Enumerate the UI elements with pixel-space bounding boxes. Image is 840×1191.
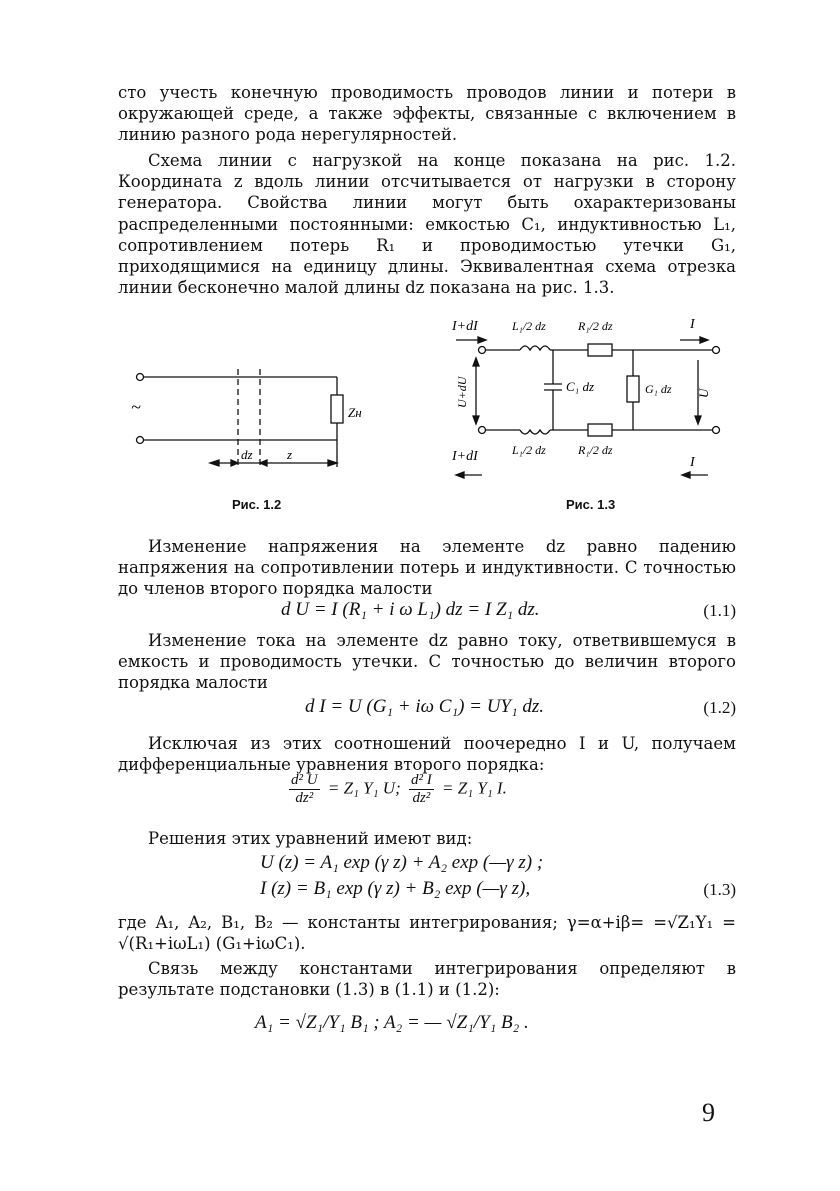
fig13-bot-right-current: I xyxy=(690,455,695,470)
paragraph-5: Исключая из этих соотношений поочередно I и U, получаем дифференциальные уравнения второго порядка: xyxy=(118,734,736,775)
paragraph-1: сто учесть конечную проводимость проводов линии и потери в окружающей среде, а также эффекты, связанные с включением в линию разного рода нерегулярностей. xyxy=(118,83,736,145)
eq3-rhs1: = Z₁ Y₁ U; xyxy=(327,778,401,798)
fig13-bot-R: R₁/2 dz xyxy=(578,443,613,457)
equation-1-2: d I = U (G₁ + iω C₁) = UY₁ dz. xyxy=(305,696,545,717)
equation-1-3b: I (z) = B₁ exp (γ z) + B₂ exp (—γ z), xyxy=(260,878,531,899)
paragraph-8: Связь между константами интегрирования определяют в результате подстановки (1.3) в (1.1) и (1.2): xyxy=(118,959,736,1000)
fig12-dz-label: dz xyxy=(241,447,253,462)
frac-d2u-num: d² U xyxy=(291,772,318,788)
page-number: 9 xyxy=(702,1098,715,1127)
equation-1-2-number: (1.2) xyxy=(703,698,736,717)
paragraph-7: где A₁, A₂, B₁, B₂ — константы интегрирования; γ=α+iβ= =√Z₁Y₁ = √(R₁+iωL₁) (G₁+iωC₁). xyxy=(118,913,736,954)
fig13-caption: Рис. 1.3 xyxy=(566,497,616,512)
equation-1-1: d U = I (R₁ + i ω L₁) dz = I Z₁ dz. xyxy=(281,599,540,620)
fig13-bot-L: L₁/2 dz xyxy=(512,443,546,457)
eq3-rhs2: = Z₁ Y₁ I. xyxy=(441,778,507,798)
equation-1-3-number: (1.3) xyxy=(703,880,736,899)
fig13-right-voltage: U xyxy=(696,388,711,398)
fig13-top-L: L₁/2 dz xyxy=(512,319,546,333)
fig12-z-label: z xyxy=(287,447,293,462)
paragraph-3: Изменение напряжения на элементе dz равно падению напряжения на сопротивлении потерь и индуктивности. С точностью до членов второго порядка малости xyxy=(118,537,736,599)
equation-1-3a: U (z) = A₁ exp (γ z) + A₂ exp (—γ z) ; xyxy=(260,852,544,873)
fig13-cap: C₁ dz xyxy=(566,379,594,394)
fig13-cond: G₁ dz xyxy=(645,382,672,396)
fig13-top-right-current: I xyxy=(690,317,695,332)
paragraph-2: Схема линии с нагрузкой на конце показана на рис. 1.2. Координата z вдоль линии отсчитывается от нагрузки в сторону генератора. Свойства линии могут быть охарактеризованы распределенными постоянными: емкостью C₁, индуктивностью L₁, сопротивлением потерь R₁ и проводимостью утечки G₁, приходящимися на единицу длины. Эквивалентная схема отрезка линии бесконечно малой длины dz показана на рис. 1.3. xyxy=(118,151,736,298)
figure-1-3 xyxy=(440,298,740,490)
fig12-tilde: ~ xyxy=(131,397,141,417)
fig13-top-R: R₁/2 dz xyxy=(578,319,613,333)
equation-diff xyxy=(285,772,507,807)
fig13-bot-left-current: I+dI xyxy=(452,449,478,464)
frac-d2u-den: dz² xyxy=(295,790,314,806)
frac-d2i xyxy=(409,772,434,807)
equation-1-1-number: (1.1) xyxy=(703,601,736,620)
fig12-caption: Рис. 1.2 xyxy=(232,497,282,512)
paragraph-4: Изменение тока на элементе dz равно току, ответвившемуся в емкость и проводимость утечки. С точностью до величин второго порядка малости xyxy=(118,631,736,693)
fig13-top-left-current: I+dI xyxy=(452,319,478,334)
equation-constants: A₁ = √Z₁/Y₁ B₁ ; A₂ = — √Z₁/Y₁ B₂ . xyxy=(255,1012,529,1033)
figure-1-2 xyxy=(125,355,385,490)
frac-d2i-den: dz² xyxy=(412,790,431,806)
fig13-left-voltage: U+dU xyxy=(455,376,469,408)
frac-d2i-num: d² I xyxy=(410,772,432,788)
frac-d2u xyxy=(289,772,320,807)
fig12-load-label: Zн xyxy=(348,405,362,420)
paragraph-6: Решения этих уравнений имеют вид: xyxy=(148,829,473,848)
